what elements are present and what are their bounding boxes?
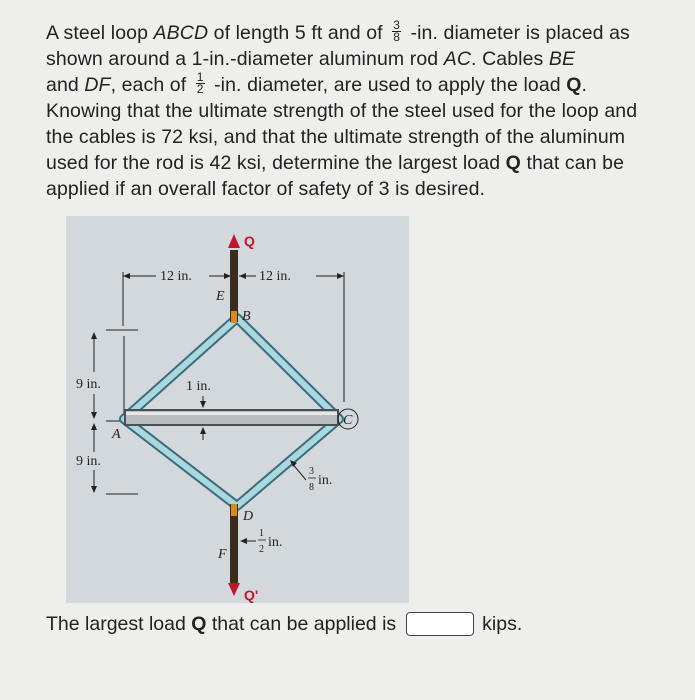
arrow-head <box>91 423 97 430</box>
cable-be-fitting <box>231 311 237 323</box>
arrow-head <box>123 273 130 279</box>
dim-label-top-9: 9 in. <box>76 377 101 392</box>
dim-label-bottom-9: 9 in. <box>76 454 101 469</box>
dim-cable-unit: in. <box>268 535 283 550</box>
label-q: Q <box>244 233 255 249</box>
problem-text: of length 5 ft and of <box>208 22 389 44</box>
arrow-head <box>239 273 246 279</box>
problem-text: -in. diameter is placed as shown around a 1-in.-diameter aluminum rod <box>46 22 630 70</box>
label-e: E <box>216 289 225 304</box>
dim-loop-unit: in. <box>318 473 333 488</box>
load-qprime-arrow <box>228 583 240 596</box>
problem-text: that can be applied if an overall factor of safety of 3 is desired. <box>46 152 625 200</box>
problem-text: -in. diameter, are used to apply the load <box>208 74 567 96</box>
arrow-head <box>91 332 97 339</box>
load-symbol: Q <box>191 613 207 635</box>
answer-unit: kips. <box>482 613 523 635</box>
label-qprime: Q' <box>244 587 259 603</box>
arrow-head <box>200 401 206 408</box>
loop-rod-figure <box>66 216 409 603</box>
arrow-head <box>200 427 206 434</box>
load-symbol: Q <box>505 152 521 174</box>
figure-svg <box>66 216 409 603</box>
fraction-denominator: 2 <box>196 82 204 97</box>
arrow-head <box>337 273 344 279</box>
dim-label-rod: 1 in. <box>186 379 211 394</box>
problem-statement <box>46 20 666 202</box>
cable-name: DF <box>84 74 111 96</box>
problem-text: , each of <box>110 74 192 96</box>
fraction-denominator: 8 <box>393 30 401 45</box>
label-d: D <box>243 509 254 524</box>
arrow-head <box>224 273 231 279</box>
label-c: C <box>343 413 353 428</box>
answer-input[interactable] <box>406 612 474 636</box>
cable-df-fitting <box>231 504 237 516</box>
answer-prefix: The largest load <box>46 613 192 635</box>
rod-highlight <box>126 412 337 415</box>
fraction-numerator: 1 <box>196 70 204 85</box>
load-symbol: Q <box>566 74 582 96</box>
rod-name: AC <box>443 48 472 70</box>
fraction-numerator: 3 <box>393 18 401 33</box>
label-a: A <box>112 427 121 442</box>
arrow-head <box>91 412 97 419</box>
label-b: B <box>242 309 251 324</box>
dim-loop-num: 3 <box>309 466 314 477</box>
problem-text: . Cables <box>471 48 549 70</box>
problem-text: A steel loop <box>46 22 154 44</box>
loop-diameter-fraction <box>392 20 401 43</box>
dim-label-left-12: 12 in. <box>160 269 192 284</box>
cable-diameter-fraction <box>196 72 205 95</box>
dim-cable-den: 2 <box>259 544 264 555</box>
loop-name: ABCD <box>153 22 209 44</box>
load-q-arrow <box>228 234 240 248</box>
arrow-head <box>240 538 247 544</box>
label-f: F <box>218 547 227 562</box>
fraction-bars <box>258 478 316 540</box>
problem-text: . Knowing that the ultimate strength of the steel used for the loop and the cables is 72 ksi, and that the ultimate strength of the aluminum used for the rod is 42 ksi, determine the largest load <box>46 74 638 174</box>
dim-loop-den: 8 <box>309 482 314 493</box>
cable-name: BE <box>548 48 576 70</box>
answer-line <box>46 611 522 637</box>
problem-text: and <box>46 74 85 96</box>
dim-label-right-12: 12 in. <box>259 269 291 284</box>
answer-middle: that can be applied is <box>206 613 397 635</box>
arrow-head <box>91 486 97 493</box>
dim-cable-num: 1 <box>259 528 264 539</box>
